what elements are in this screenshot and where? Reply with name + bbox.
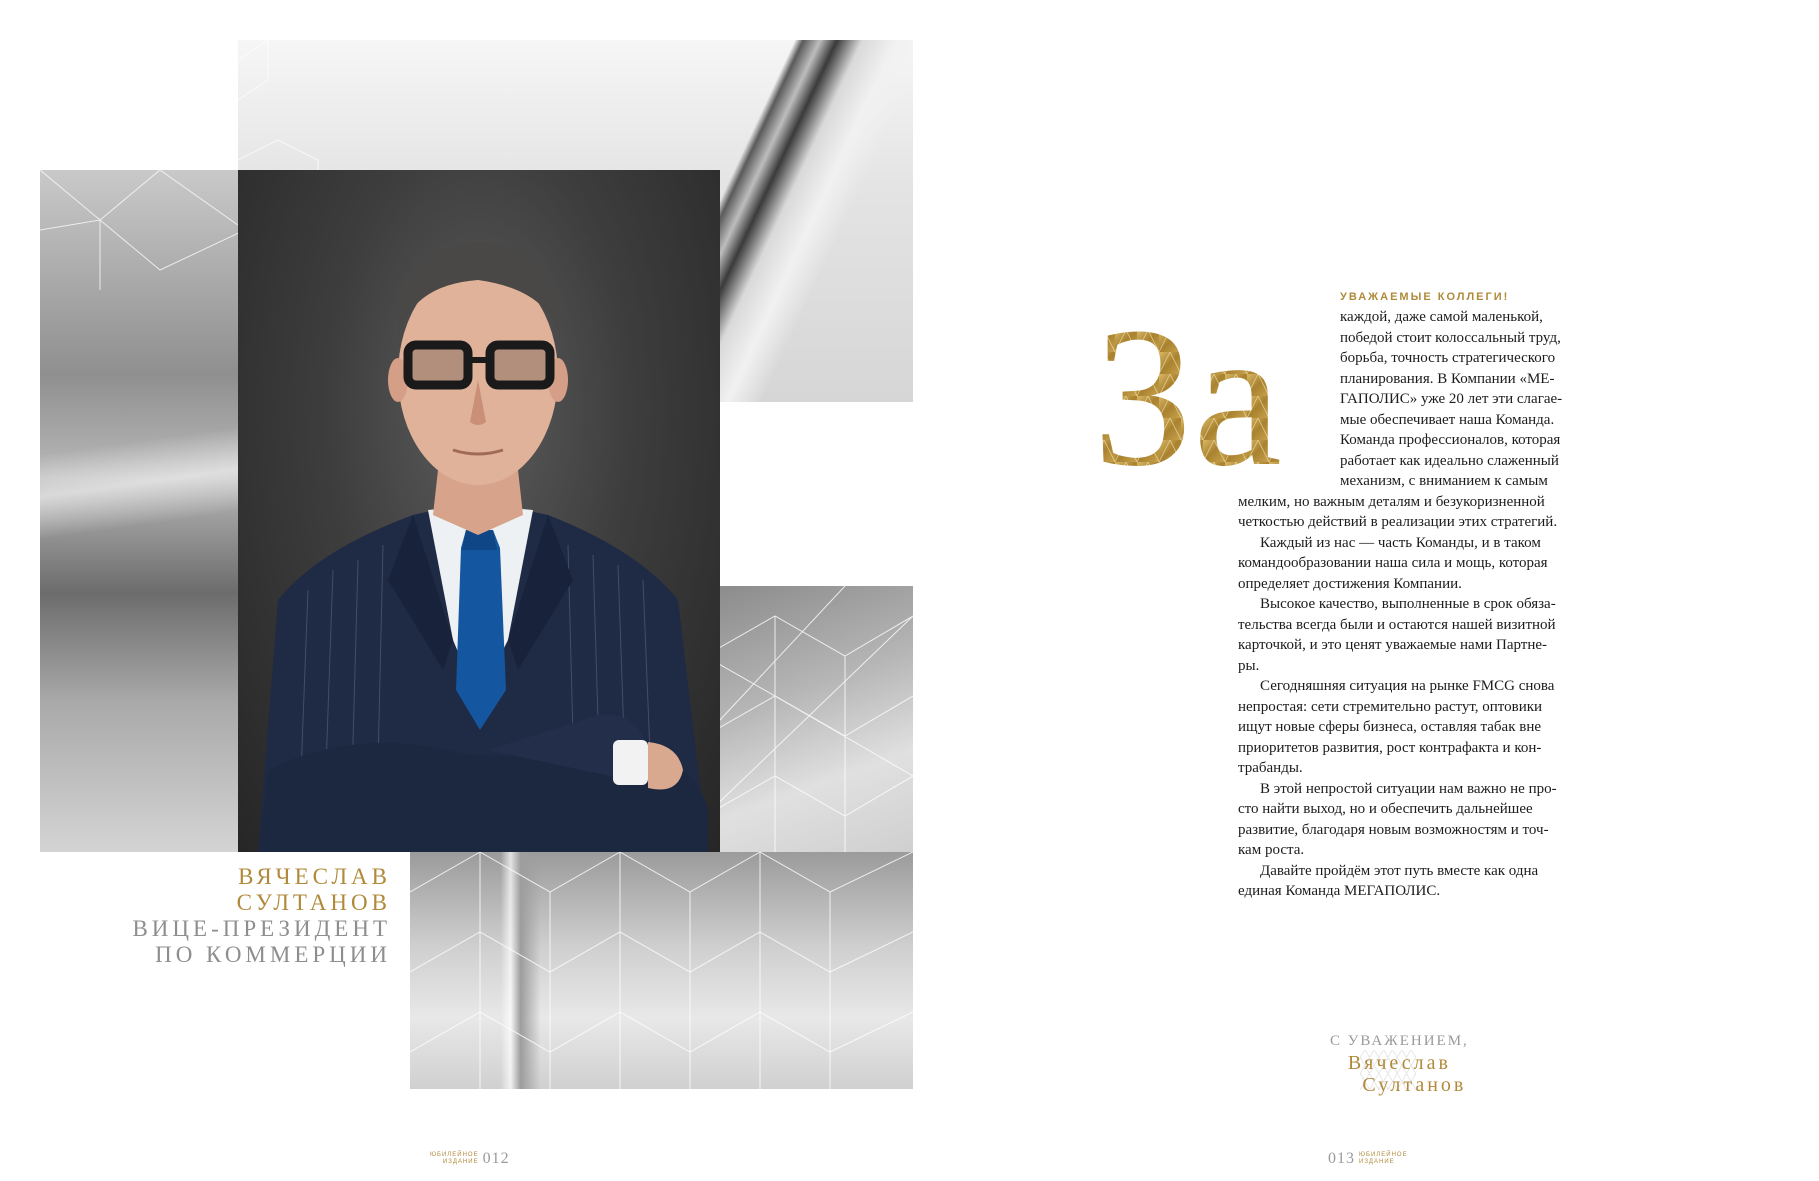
background-photo-bottom bbox=[410, 852, 913, 1089]
drop-cap-text: За bbox=[1093, 287, 1282, 486]
cube-grid-overlay bbox=[410, 852, 913, 1089]
paragraph: В этой непростой ситуации нам важно не про- сто найти выход, но и обеспечить дальнейшее развитие, благодаря новым возможностям и точ- кам роста. bbox=[1238, 780, 1557, 858]
text-line: четкостью действий в реализации этих стратегий. bbox=[1238, 514, 1558, 530]
greeting-heading: УВАЖАЕМЫЕ КОЛЛЕГИ! bbox=[1340, 291, 1510, 303]
folio-left bbox=[430, 1150, 510, 1168]
signature-name-line-1: Вячеслав bbox=[1347, 1052, 1451, 1074]
triangle-grid-overlay bbox=[40, 170, 245, 852]
signature-block bbox=[1330, 1030, 1469, 1096]
portrait-illustration bbox=[238, 170, 720, 852]
background-photo-left bbox=[40, 170, 245, 852]
paragraph: Сегодняшняя ситуация на рынке FMCG снова непростая: сети стремительно растут, оптовики ищут новые сферы бизнеса, оставляя табак вне приоритетов развития, рост контрафакта и кон- трабанды. bbox=[1238, 678, 1555, 776]
caption-name-line-2: СУЛТАНОВ bbox=[236, 890, 391, 915]
folio-edition-tag: ЮБИЛЕЙНОЕ ИЗДАНИЕ bbox=[430, 1152, 479, 1166]
caption-title-line-2: ПО КОММЕРЦИИ bbox=[155, 942, 391, 967]
caption-name-line-1: ВЯЧЕСЛАВ bbox=[238, 864, 391, 889]
text-line: победой стоит колоссальный труд, bbox=[1340, 329, 1561, 346]
caption-title-line-1: ВИЦЕ-ПРЕЗИДЕНТ bbox=[132, 916, 391, 941]
text-line: мелким, но важным деталям и безукоризненной bbox=[1238, 493, 1545, 510]
first-paragraph-wrapped bbox=[1340, 307, 1580, 492]
letter-body bbox=[1238, 307, 1578, 902]
signature-name-line-2: Султанов bbox=[1362, 1074, 1467, 1096]
executive-portrait-photo bbox=[238, 170, 720, 852]
folio-edition-tag: ЮБИЛЕЙНОЕ ИЗДАНИЕ bbox=[1359, 1152, 1408, 1166]
paragraph: Давайте пройдём этот путь вместе как одна единая Команда МЕГАПОЛИС. bbox=[1238, 862, 1539, 899]
triangle-grid-overlay bbox=[705, 586, 913, 854]
text-line: планирования. В Компании «МЕ- bbox=[1340, 370, 1555, 387]
text-line: борьба, точность стратегического bbox=[1340, 350, 1556, 366]
paragraph: Каждый из нас — часть Команды, и в таком командообразовании наша сила и мощь, которая определяет достижения Компании. bbox=[1238, 534, 1548, 592]
text-line: каждой, даже самой маленькой, bbox=[1340, 309, 1543, 325]
text-line: работает как идеально слаженный bbox=[1340, 452, 1559, 469]
text-line: ГАПОЛИС» уже 20 лет эти слагае- bbox=[1340, 391, 1563, 407]
signature-closing: С УВАЖЕНИЕМ, bbox=[1330, 1033, 1469, 1049]
paragraph: Высокое качество, выполненные в срок обяза- тельства всегда были и остаются нашей визитной карточкой, и это ценят уважаемые нами Партне- ры. bbox=[1238, 596, 1556, 674]
page-number: 013 bbox=[1328, 1150, 1355, 1168]
text-line: Команда профессионалов, которая bbox=[1340, 432, 1561, 448]
portrait-caption bbox=[132, 864, 391, 968]
text-line: механизм, с вниманием к самым bbox=[1340, 473, 1548, 489]
background-photo-right bbox=[705, 586, 913, 854]
page-number: 012 bbox=[482, 1150, 510, 1168]
text-line: мые обеспечивает наша Команда. bbox=[1340, 411, 1555, 428]
folio-right bbox=[1328, 1150, 1408, 1168]
